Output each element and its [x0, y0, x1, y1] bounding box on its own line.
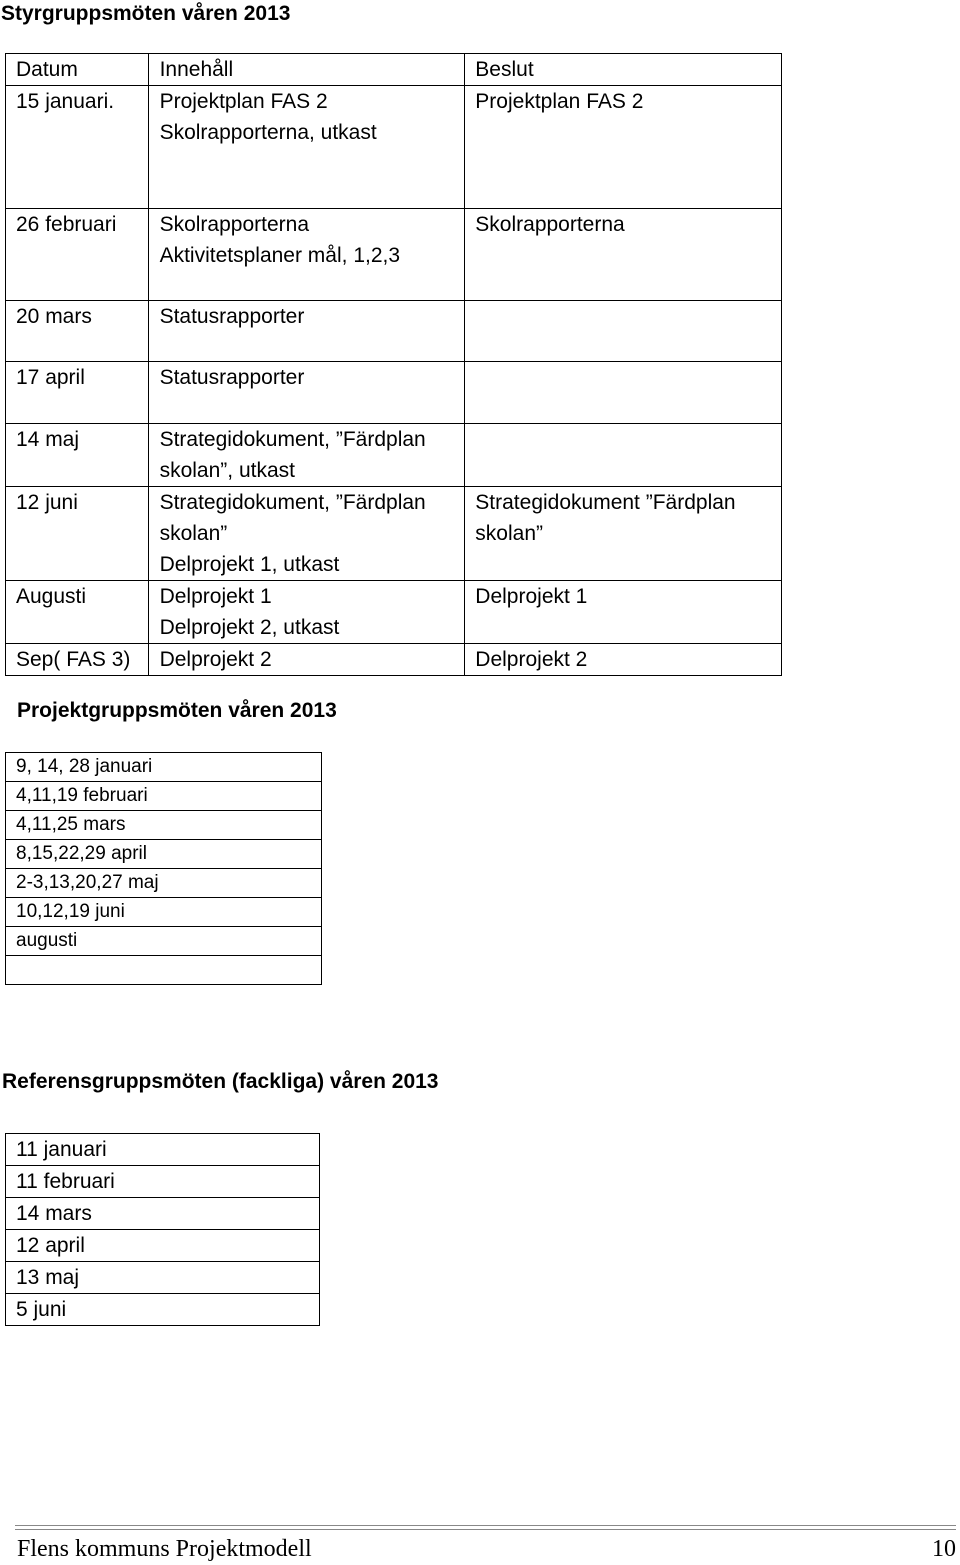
date-cell: 17 april — [6, 362, 149, 424]
date-cell: 12 juni — [6, 487, 149, 581]
meeting-date-cell: 11 februari — [6, 1166, 320, 1198]
content-line: Delprojekt 1, utkast — [159, 553, 340, 576]
date-cell: 26 februari — [6, 209, 149, 301]
decision-cell — [465, 581, 782, 644]
content-cell — [148, 301, 465, 362]
decision-line: skolan” — [475, 522, 543, 545]
decision-line: Delprojekt 1 — [475, 585, 588, 608]
steering-title: Styrgruppsmöten våren 2013 — [1, 2, 291, 25]
content-line: Statusrapporter — [159, 366, 305, 389]
content-line: Delprojekt 1 — [159, 585, 272, 608]
decision-line: Delprojekt 2 — [475, 648, 588, 671]
table-row — [6, 782, 322, 811]
table-row — [6, 956, 322, 985]
decision-cell — [465, 86, 782, 209]
column-header: Beslut — [465, 54, 782, 86]
content-cell — [148, 86, 465, 209]
page-number: 10 — [932, 1536, 956, 1562]
date-cell: Sep( FAS 3) — [6, 644, 149, 676]
decision-line: Strategidokument ”Färdplan — [475, 491, 736, 514]
meeting-date-cell: 5 juni — [6, 1294, 320, 1326]
date-cell: 15 januari. — [6, 86, 149, 209]
table-row — [6, 581, 782, 644]
content-cell — [148, 424, 465, 487]
content-line: skolan”, utkast — [159, 459, 295, 482]
column-header: Innehåll — [148, 54, 465, 86]
content-line: skolan” — [159, 522, 228, 545]
table-row — [6, 1262, 320, 1294]
content-line: Strategidokument, ”Färdplan — [159, 491, 426, 514]
meeting-date-cell: 9, 14, 28 januari — [6, 753, 322, 782]
content-cell — [148, 487, 465, 581]
project-group-table — [5, 752, 322, 985]
content-line: Statusrapporter — [159, 305, 305, 328]
meeting-date-cell: 2-3,13,20,27 maj — [6, 869, 322, 898]
content-cell — [148, 644, 465, 676]
table-row — [6, 301, 782, 362]
footer-title: Flens kommuns Projektmodell — [17, 1536, 312, 1562]
table-row — [6, 811, 322, 840]
meeting-date-cell: 13 maj — [6, 1262, 320, 1294]
decision-cell — [465, 301, 782, 362]
table-row — [6, 1294, 320, 1326]
steering-table — [5, 53, 782, 676]
table-row — [6, 487, 782, 581]
content-cell — [148, 209, 465, 301]
table-row — [6, 840, 322, 869]
meeting-date-cell: 8,15,22,29 april — [6, 840, 322, 869]
project-group-title: Projektgruppsmöten våren 2013 — [17, 699, 337, 722]
table-row — [6, 1230, 320, 1262]
table-row — [6, 424, 782, 487]
table-row — [6, 644, 782, 676]
date-cell: 14 maj — [6, 424, 149, 487]
column-header: Datum — [6, 54, 149, 86]
table-row — [6, 869, 322, 898]
table-row — [6, 209, 782, 301]
content-line: Delprojekt 2, utkast — [159, 616, 340, 639]
content-line: Delprojekt 2 — [159, 648, 272, 671]
decision-line: Skolrapporterna — [475, 213, 625, 236]
decision-cell — [465, 362, 782, 424]
meeting-date-cell: 4,11,19 februari — [6, 782, 322, 811]
meeting-date-cell: 10,12,19 juni — [6, 898, 322, 927]
meeting-date-cell: 12 april — [6, 1230, 320, 1262]
content-line: Skolrapporterna, utkast — [159, 121, 377, 144]
meeting-date-cell: 11 januari — [6, 1134, 320, 1166]
content-cell — [148, 362, 465, 424]
meeting-date-cell: 14 mars — [6, 1198, 320, 1230]
date-cell: 20 mars — [6, 301, 149, 362]
table-row — [6, 1198, 320, 1230]
content-line: Strategidokument, ”Färdplan — [159, 428, 426, 451]
decision-cell — [465, 209, 782, 301]
meeting-date-cell — [6, 956, 322, 985]
footer-rule — [15, 1525, 956, 1530]
meeting-date-cell: augusti — [6, 927, 322, 956]
table-row — [6, 86, 782, 209]
decision-cell — [465, 424, 782, 487]
content-line: Aktivitetsplaner mål, 1,2,3 — [159, 244, 401, 267]
reference-group-title: Referensgruppsmöten (fackliga) våren 2013 — [2, 1070, 439, 1093]
table-header-row — [6, 54, 782, 86]
decision-line: Projektplan FAS 2 — [475, 90, 644, 113]
date-cell: Augusti — [6, 581, 149, 644]
table-row — [6, 1166, 320, 1198]
table-row — [6, 927, 322, 956]
content-cell — [148, 581, 465, 644]
decision-cell — [465, 644, 782, 676]
content-line: Projektplan FAS 2 — [159, 90, 328, 113]
table-row — [6, 362, 782, 424]
content-line: Skolrapporterna — [159, 213, 309, 236]
table-row — [6, 898, 322, 927]
meeting-date-cell: 4,11,25 mars — [6, 811, 322, 840]
reference-group-table — [5, 1133, 320, 1326]
table-row — [6, 753, 322, 782]
table-row — [6, 1134, 320, 1166]
decision-cell — [465, 487, 782, 581]
